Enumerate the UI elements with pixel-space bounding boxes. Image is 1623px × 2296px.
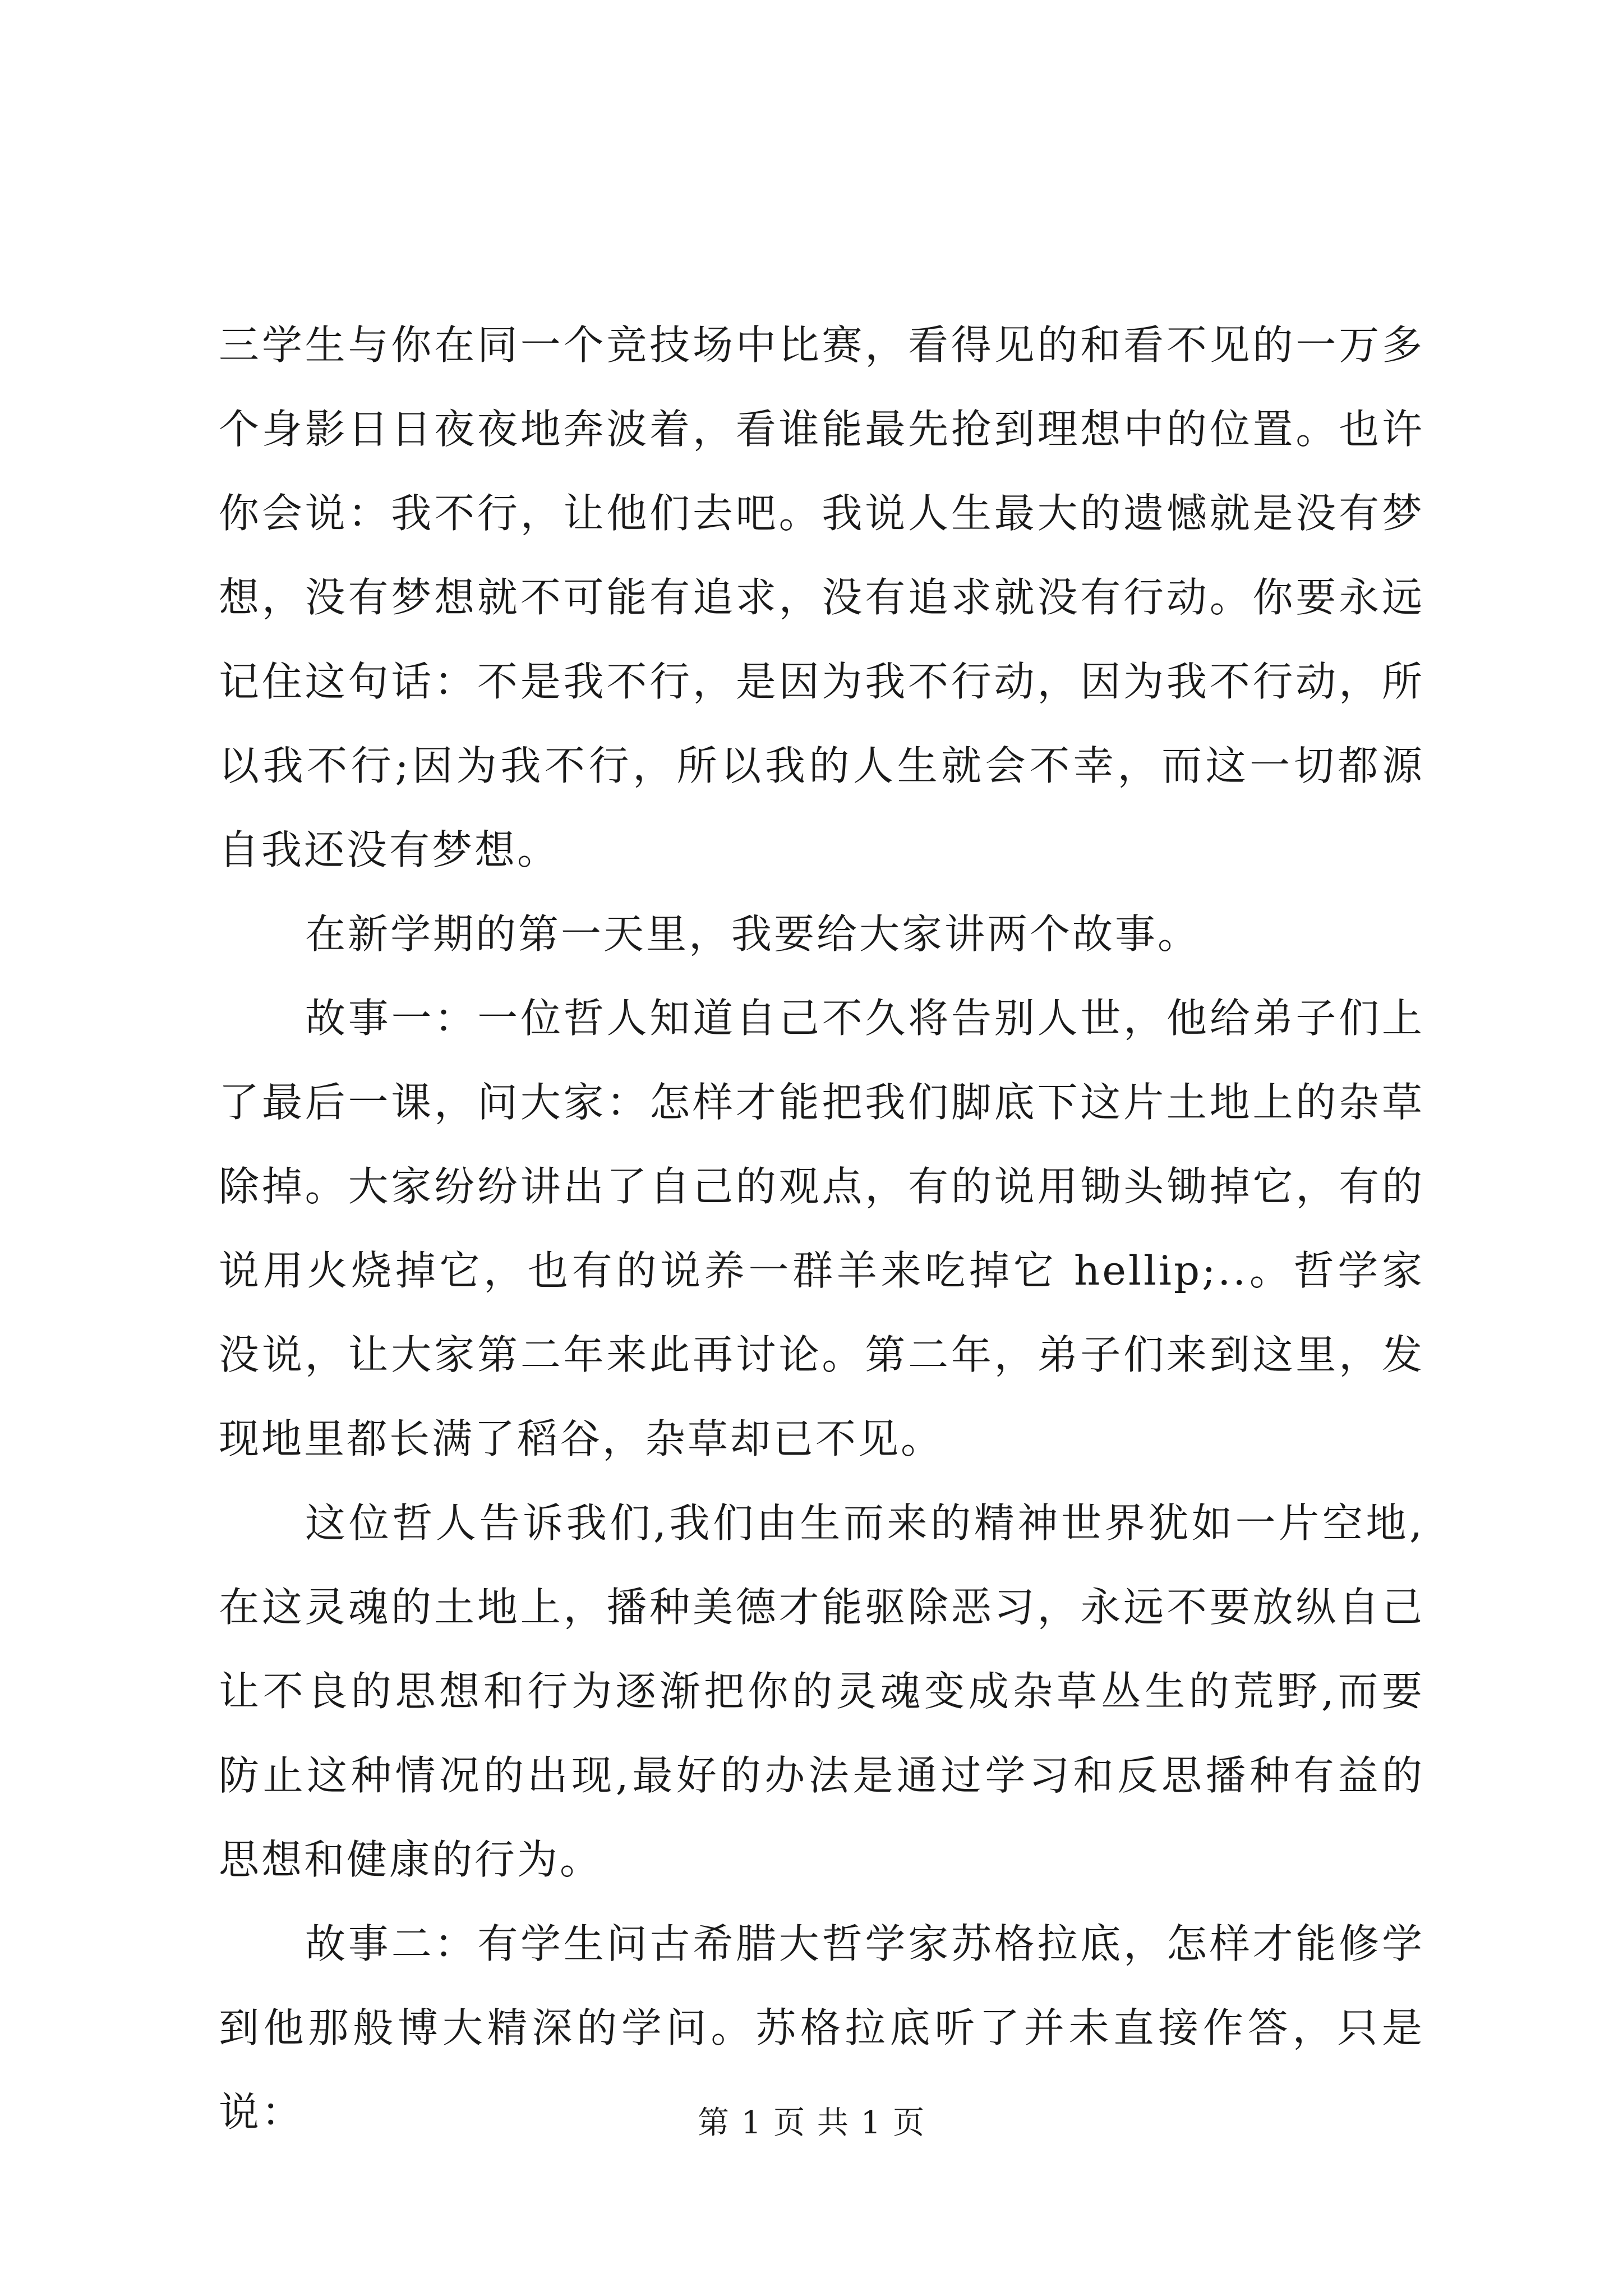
paragraph-story-one-moral: 这位哲人告诉我们,我们由生而来的精神世界犹如一片空地,在这灵魂的土地上，播种美德才能驱除恶习，永远不要放纵自己让不良的思想和行为逐渐把你的灵魂变成杂草丛生的荒野,而要防止这种情况的出现,最好的办法是通过学习和反思播种有益的思想和健康的行为。 bbox=[219, 1499, 1424, 1883]
paragraph-continuation: 三学生与你在同一个竞技场中比赛，看得见的和看不见的一万多个身影日日夜夜地奔波着，看谁能最先抢到理想中的位置。也许你会说：我不行，让他们去吧。我说人生最大的遗憾就是没有梦想，没有梦想就不可能有追求，没有追求就没有行动。你要永远记住这句话：不是我不行，是因为我不行动，因为我不行动，所以我不行;因为我不行，所以我的人生就会不幸，而这一切都源自我还没有梦想。 bbox=[219, 321, 1424, 873]
page-footer: 第 1 页 共 1 页 bbox=[697, 2105, 926, 2141]
paragraph-story-two: 故事二：有学生问古希腊大哲学家苏格拉底，怎样才能修学到他那般博大精深的学问。苏格拉底听了并未直接作答，只是说： bbox=[219, 1920, 1424, 2136]
paragraph-story-one: 故事一：一位哲人知道自己不久将告别人世，他给弟子们上了最后一课，问大家：怎样才能把我们脚底下这片土地上的杂草除掉。大家纷纷讲出了自己的观点，有的说用锄头锄掉它，有的说用火烧掉它，也有的说养一群羊来吃掉它 hellip;..。哲学家没说，让大家第二年来此再讨论。第二年，弟子们来到这里，发现地里都长满了稻谷，杂草却已不见。 bbox=[219, 995, 1424, 1462]
document-body bbox=[219, 303, 1424, 2154]
paragraph-intro: 在新学期的第一天里，我要给大家讲两个故事。 bbox=[305, 910, 1201, 958]
